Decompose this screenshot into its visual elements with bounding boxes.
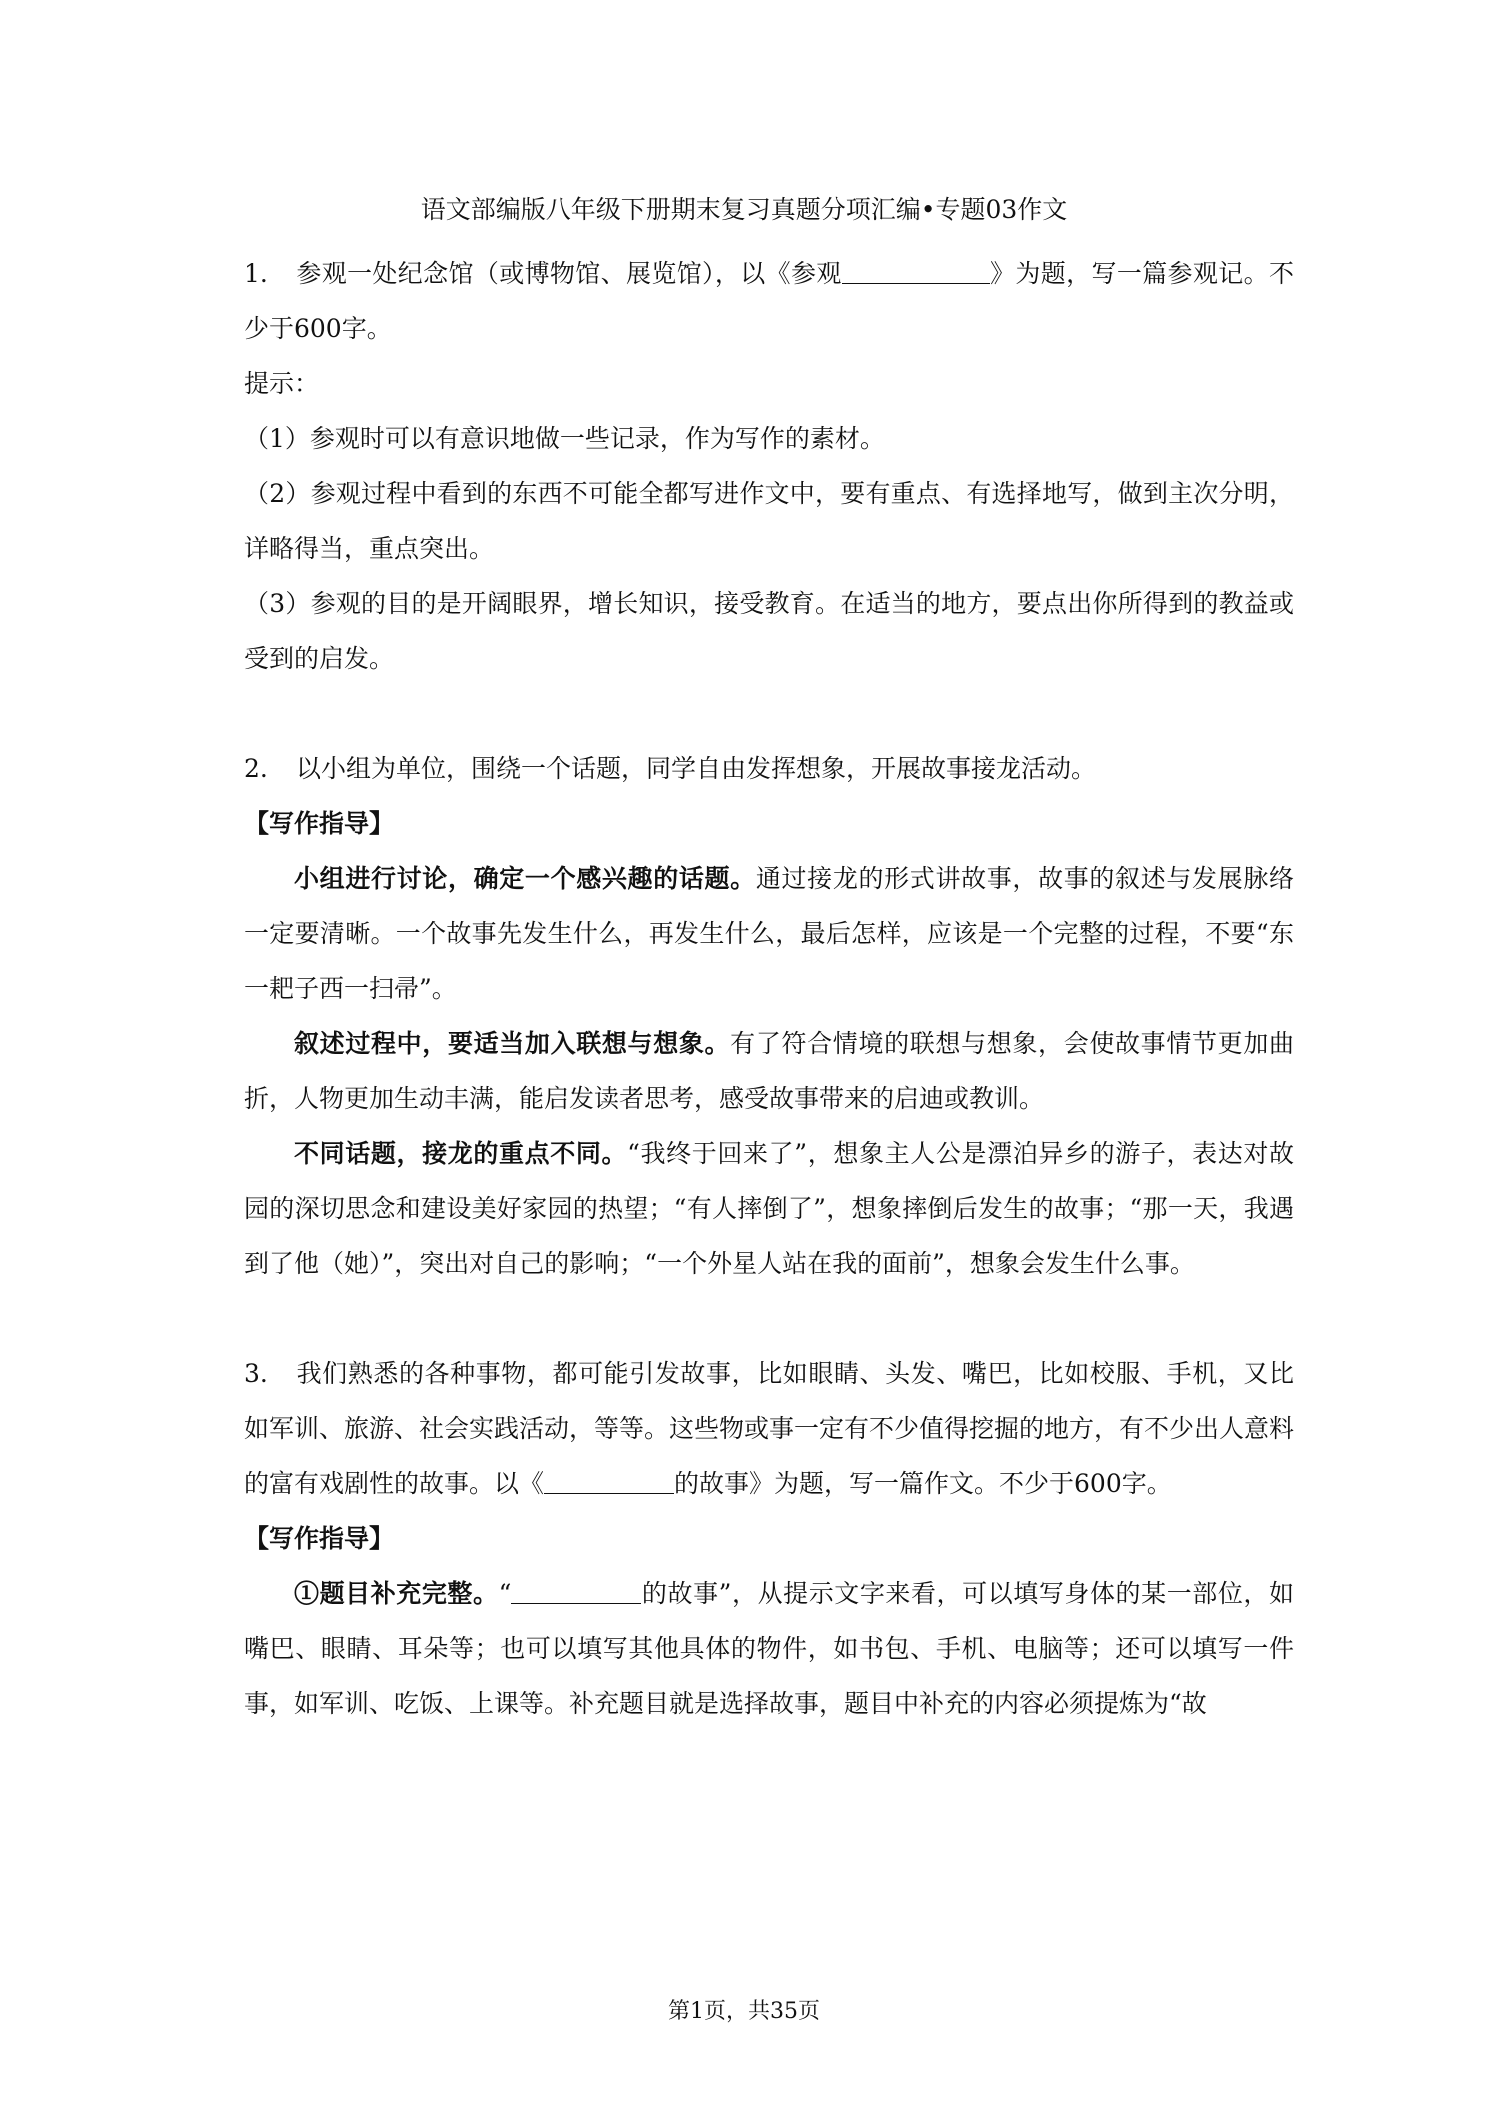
document-title: 语文部编版八年级下册期末复习真题分项汇编•专题03作文 <box>420 195 1068 224</box>
hint-label: 提示： <box>244 369 320 398</box>
guide-key-point: 不同话题，接龙的重点不同。 <box>294 1139 628 1168</box>
guide-paragraph <box>244 851 1294 1016</box>
question-text: 的故事》为题，写一篇作文。不少于600字。 <box>674 1469 1172 1498</box>
question-2 <box>244 741 1294 796</box>
page-footer: 第1页，共35页 <box>668 1999 820 2024</box>
writing-guide-heading: 【写作指导】 <box>244 1524 395 1553</box>
fill-blank <box>544 1469 674 1494</box>
question-text: 我们熟悉的各种事物，都可能引发故事，比如眼睛、头发、嘴巴，比如校服、手机，又比如军训、旅游、社会实践活动，等等。这些物或事一定有不少值得挖掘的地方，有不少出人意料的富有戏剧性的故事。以《 <box>244 1359 1295 1498</box>
guide-key-point: 叙述过程中，要适当加入联想与想象。 <box>294 1029 731 1058</box>
guide-paragraph <box>244 1566 1294 1731</box>
spacer <box>244 686 1294 741</box>
question-number: 1. <box>244 259 268 288</box>
hint-item: （1）参观时可以有意识地做一些记录，作为写作的素材。 <box>244 424 885 453</box>
guide-text: 的故事”，从提示文字来看，可以填写身体的某一部位，如嘴巴、眼睛、耳朵等；也可以填写其他具体的物件，如书包、手机、电脑等；还可以填写一件事，如军训、吃饭、上课等。补充题目就是选择故事，题目中补充的内容必须提炼为“故 <box>244 1579 1294 1718</box>
guide-paragraph <box>244 1126 1294 1291</box>
document-body <box>244 246 1294 1731</box>
question-3 <box>244 1346 1294 1511</box>
guide-paragraph <box>244 1016 1294 1126</box>
writing-guide-heading: 【写作指导】 <box>244 809 395 838</box>
hint-item: （3）参观的目的是开阔眼界，增长知识，接受教育。在适当的地方，要点出你所得到的教益或受到的启发。 <box>244 589 1294 673</box>
question-text: 参观一处纪念馆（或博物馆、展览馆），以《参观 <box>296 259 842 288</box>
hint-item: （2）参观过程中看到的东西不可能全都写进作文中，要有重点、有选择地写，做到主次分明，详略得当，重点突出。 <box>244 479 1294 563</box>
guide-key-point: ①题目补充完整。 <box>294 1579 499 1608</box>
question-text: 》为题，写一篇参观记。不少于600字。 <box>244 259 1294 343</box>
fill-blank <box>842 259 990 284</box>
question-1 <box>244 246 1294 356</box>
question-number: 3. <box>244 1359 268 1388</box>
guide-text: 有了符合情境的联想与想象，会使故事情节更加曲折，人物更加生动丰满，能启发读者思考，感受故事带来的启迪或教训。 <box>244 1029 1294 1113</box>
question-text: 以小组为单位，围绕一个话题，同学自由发挥想象，开展故事接龙活动。 <box>296 754 1097 783</box>
guide-key-point: 小组进行讨论，确定一个感兴趣的话题。 <box>294 864 756 893</box>
question-number: 2. <box>244 754 268 783</box>
fill-blank <box>511 1579 641 1604</box>
guide-text: “我终于回来了”，想象主人公是漂泊异乡的游子，表达对故园的深切思念和建设美好家园的热望；“有人摔倒了”，想象摔倒后发生的故事；“那一天，我遇到了他（她）”，突出对自己的影响；“一个外星人站在我的面前”，想象会发生什么事。 <box>244 1139 1294 1278</box>
guide-text: “ <box>498 1579 512 1608</box>
guide-text: 通过接龙的形式讲故事，故事的叙述与发展脉络一定要清晰。一个故事先发生什么，再发生什么，最后怎样，应该是一个完整的过程，不要“东一耙子西一扫帚”。 <box>244 864 1294 1003</box>
spacer <box>244 1291 1294 1346</box>
